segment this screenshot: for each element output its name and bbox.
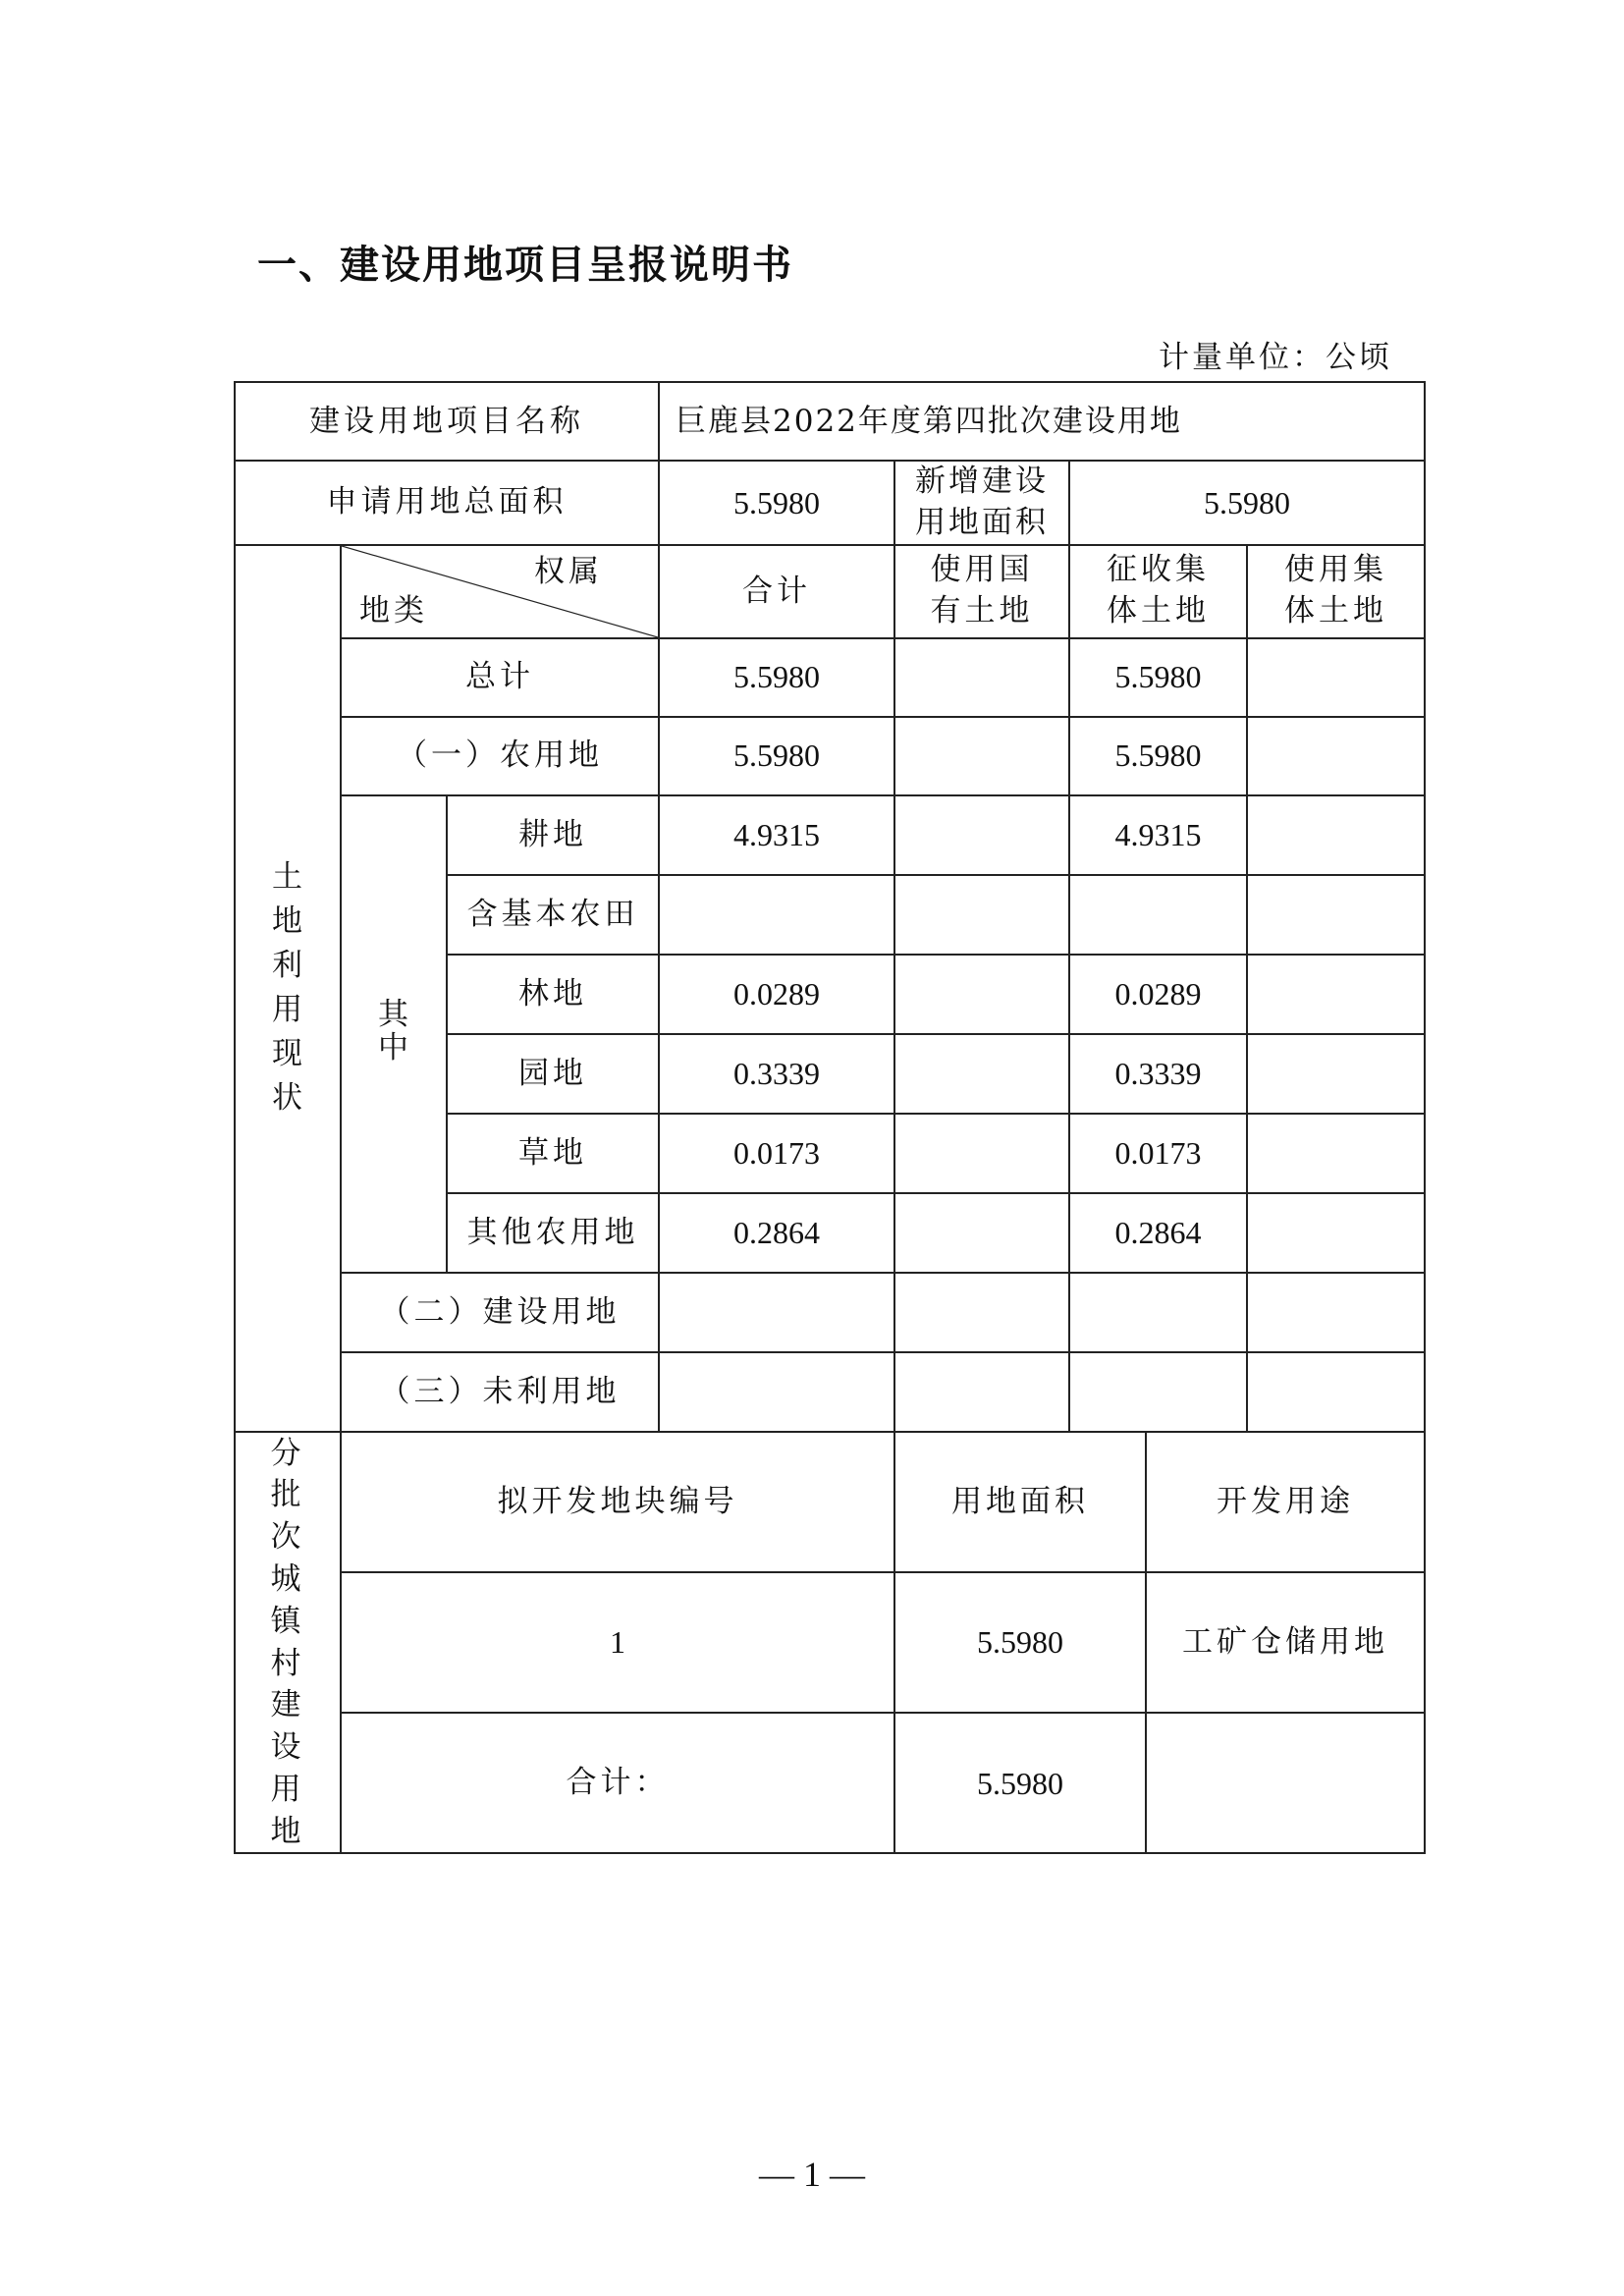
cell-state	[894, 875, 1069, 955]
total-area-label: 申请用地总面积	[235, 461, 659, 545]
cell-expropriated: 5.5980	[1069, 717, 1247, 795]
col-header-state-land-text: 使用国有土地	[930, 552, 1034, 629]
cell-total	[659, 875, 894, 955]
cell-state	[894, 1114, 1069, 1193]
cell-total: 5.5980	[659, 638, 894, 717]
cell-collective	[1247, 795, 1425, 875]
cell-expropriated: 0.0289	[1069, 955, 1247, 1034]
cell-total	[659, 1352, 894, 1432]
table-row	[235, 1352, 1425, 1432]
row-label: 其他农用地	[447, 1193, 659, 1273]
table-row	[235, 638, 1425, 717]
land-status-section-text: 土地利用现状	[272, 859, 306, 1117]
row-label: （二）建设用地	[341, 1273, 659, 1352]
project-name-value: 巨鹿县2022年度第四批次建设用地	[659, 382, 1425, 461]
cell-collective	[1247, 717, 1425, 795]
cell-total: 0.0173	[659, 1114, 894, 1193]
table-row	[235, 1273, 1425, 1352]
land-status-header-row	[235, 545, 1425, 638]
total-area-row	[235, 461, 1425, 545]
cell-state	[894, 1352, 1069, 1432]
cell-total	[659, 1273, 894, 1352]
cell-expropriated: 0.2864	[1069, 1193, 1247, 1273]
batch-plot-id: 1	[341, 1572, 894, 1713]
cell-expropriated	[1069, 875, 1247, 955]
col-header-state-land	[894, 545, 1069, 638]
batch-header-row	[235, 1432, 1425, 1572]
new-area-label	[894, 461, 1069, 545]
unit-label: 计量单位：公顷	[1159, 340, 1392, 375]
cell-collective	[1247, 1193, 1425, 1273]
qizhong-text: 其中	[378, 996, 412, 1066]
cell-collective	[1247, 875, 1425, 955]
col-header-expropriated	[1069, 545, 1247, 638]
cell-expropriated	[1069, 1352, 1247, 1432]
cell-expropriated: 4.9315	[1069, 795, 1247, 875]
new-area-label-text: 新增建设用地面积	[915, 464, 1049, 540]
project-name-label: 建设用地项目名称	[235, 382, 659, 461]
cell-expropriated: 0.0173	[1069, 1114, 1247, 1193]
row-label: 耕地	[447, 795, 659, 875]
table-row	[235, 1572, 1425, 1713]
cell-state	[894, 795, 1069, 875]
batch-area: 5.5980	[894, 1572, 1146, 1713]
cell-state	[894, 1193, 1069, 1273]
batch-total-label: 合计：	[341, 1713, 894, 1853]
col-header-expropriated-text: 征收集体土地	[1107, 552, 1210, 629]
batch-header-use: 开发用途	[1146, 1432, 1425, 1572]
cell-collective	[1247, 1114, 1425, 1193]
new-area-value: 5.5980	[1069, 461, 1425, 545]
document-title: 一、建设用地项目呈报说明书	[257, 243, 793, 288]
project-name-row	[235, 382, 1425, 461]
cell-collective	[1247, 955, 1425, 1034]
row-label: 林地	[447, 955, 659, 1034]
cell-state	[894, 717, 1069, 795]
cell-state	[894, 638, 1069, 717]
cell-state	[894, 1034, 1069, 1114]
table-row	[235, 717, 1425, 795]
diag-bottom-label: 地类	[359, 592, 428, 629]
batch-section-text: 分批次城镇村建设用地	[270, 1435, 305, 1849]
batch-use: 工矿仓储用地	[1146, 1572, 1425, 1713]
batch-total-row	[235, 1713, 1425, 1853]
cell-collective	[1247, 1352, 1425, 1432]
cell-total: 0.2864	[659, 1193, 894, 1273]
batch-header-area: 用地面积	[894, 1432, 1146, 1572]
cell-collective	[1247, 1034, 1425, 1114]
cell-state	[894, 1273, 1069, 1352]
cell-total: 0.3339	[659, 1034, 894, 1114]
batch-total-area: 5.5980	[894, 1713, 1146, 1853]
land-status-section-label	[235, 545, 341, 1432]
page-number: — 1 —	[759, 2155, 865, 2194]
cell-expropriated	[1069, 1273, 1247, 1352]
batch-header-plot-id: 拟开发地块编号	[341, 1432, 894, 1572]
cell-expropriated: 5.5980	[1069, 638, 1247, 717]
row-label: 草地	[447, 1114, 659, 1193]
row-label: （一）农用地	[341, 717, 659, 795]
row-label: 含基本农田	[447, 875, 659, 955]
batch-section-label	[235, 1432, 341, 1854]
table-row	[235, 795, 1425, 875]
col-header-total: 合计	[659, 545, 894, 638]
total-area-value: 5.5980	[659, 461, 894, 545]
application-table	[234, 381, 1426, 1854]
cell-collective	[1247, 1273, 1425, 1352]
col-header-collective	[1247, 545, 1425, 638]
batch-total-use	[1146, 1713, 1425, 1853]
diagonal-header-cell	[341, 545, 659, 638]
row-label: 总计	[341, 638, 659, 717]
row-label: 园地	[447, 1034, 659, 1114]
cell-collective	[1247, 638, 1425, 717]
row-label: （三）未利用地	[341, 1352, 659, 1432]
cell-total: 4.9315	[659, 795, 894, 875]
cell-total: 0.0289	[659, 955, 894, 1034]
diag-top-label: 权属	[534, 553, 603, 589]
qizhong-label	[341, 795, 447, 1273]
cell-state	[894, 955, 1069, 1034]
cell-total: 5.5980	[659, 717, 894, 795]
cell-expropriated: 0.3339	[1069, 1034, 1247, 1114]
col-header-collective-text: 使用集体土地	[1284, 552, 1387, 629]
